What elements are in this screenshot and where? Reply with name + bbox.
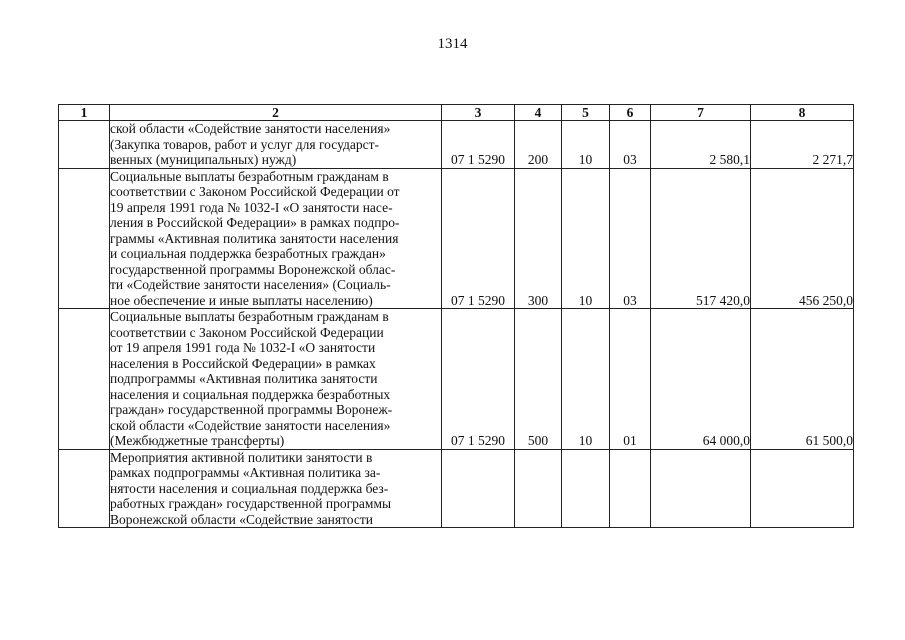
section-cell: 10 (562, 309, 610, 450)
expense-type-cell: 200 (515, 121, 562, 169)
header-cell-7: 7 (651, 105, 751, 121)
subsection-cell: 01 (610, 309, 651, 450)
row-number-cell (59, 309, 110, 450)
amount-col8-cell: 61 500,0 (751, 309, 854, 450)
amount-col7-cell: 2 580,1 (651, 121, 751, 169)
description-line: работных граждан» государственной программы (110, 496, 392, 511)
amount-col7-cell: 64 000,0 (651, 309, 751, 450)
description-line: Социальные выплаты безработным гражданам в (110, 168, 389, 184)
description-cell (110, 449, 442, 528)
description-cell (110, 309, 442, 450)
target-article-cell: 07 1 5290 (442, 168, 515, 309)
description-line: Социальные выплаты безработным гражданам в (110, 309, 389, 324)
description-line: венных (муниципальных) нужд) (110, 152, 297, 167)
subsection-cell: 03 (610, 121, 651, 169)
description-line: ской области «Содействие занятости населения» (110, 121, 391, 136)
header-cell-6: 6 (610, 105, 651, 121)
row-number-cell (59, 168, 110, 309)
section-cell: 10 (562, 121, 610, 169)
description-line: соответствии с Законом Российской Федерации (110, 324, 384, 340)
table-row (59, 168, 854, 309)
table-row (59, 449, 854, 528)
amount-col8-cell: 456 250,0 (751, 168, 854, 309)
description-line: Мероприятия активной политики занятости в (110, 449, 373, 465)
description-line: подпрограммы «Активная политика занятости (110, 371, 378, 386)
target-article-cell: 07 1 5290 (442, 309, 515, 450)
header-cell-8: 8 (751, 105, 854, 121)
header-cell-5: 5 (562, 105, 610, 121)
row-number-cell (59, 449, 110, 528)
description-line: соответствии с Законом Российской Федерации от (110, 184, 400, 199)
description-line: ской области «Содействие занятости населения» (110, 417, 391, 433)
header-cell-3: 3 (442, 105, 515, 121)
amount-col8-cell (751, 449, 854, 528)
description-line: рамках подпрограммы «Активная политика за- (110, 465, 381, 480)
header-cell-1: 1 (59, 105, 110, 121)
description-cell (110, 168, 442, 309)
target-article-cell: 07 1 5290 (442, 121, 515, 169)
description-line: населения в Российской Федерации» в рамках (110, 355, 376, 371)
description-line: 19 апреля 1991 года № 1032-I «О занятости насе- (110, 199, 393, 215)
description-line: ное обеспечение и иные выплаты населению) (110, 292, 373, 308)
table-row (59, 121, 854, 169)
description-line: ти «Содействие занятости населения» (Социаль- (110, 277, 391, 292)
header-cell-4: 4 (515, 105, 562, 121)
section-cell: 10 (562, 168, 610, 309)
expense-type-cell (515, 449, 562, 528)
description-line: (Межбюджетные трансферты) (110, 433, 285, 448)
description-line: ления в Российской Федерации» в рамках подпро- (110, 215, 400, 230)
amount-col7-cell: 517 420,0 (651, 168, 751, 309)
subsection-cell: 03 (610, 168, 651, 309)
expense-type-cell: 500 (515, 309, 562, 450)
page-number: 1314 (437, 36, 468, 52)
row-number-cell (59, 121, 110, 169)
description-line: от 19 апреля 1991 года № 1032-I «О занятости (110, 340, 376, 355)
budget-table (58, 104, 854, 528)
section-cell (562, 449, 610, 528)
description-line: нятости населения и социальная поддержка без- (110, 480, 389, 496)
header-row (59, 105, 854, 121)
amount-col8-cell: 2 271,7 (751, 121, 854, 169)
expense-type-cell: 300 (515, 168, 562, 309)
description-line: граждан» государственной программы Воронеж- (110, 402, 393, 417)
description-line: населения и социальная поддержка безработных (110, 386, 391, 402)
description-line: граммы «Активная политика занятости населения (110, 230, 399, 246)
header-cell-2: 2 (110, 105, 442, 121)
table-row (59, 309, 854, 450)
target-article-cell (442, 449, 515, 528)
description-line: и социальная поддержка безработных граждан» (110, 246, 386, 261)
description-line: государственной программы Воронежской облас- (110, 261, 396, 277)
description-line: Воронежской области «Содействие занятости (110, 511, 374, 527)
description-line: (Закупка товаров, работ и услуг для государст- (110, 136, 379, 152)
subsection-cell (610, 449, 651, 528)
amount-col7-cell (651, 449, 751, 528)
description-cell (110, 121, 442, 169)
